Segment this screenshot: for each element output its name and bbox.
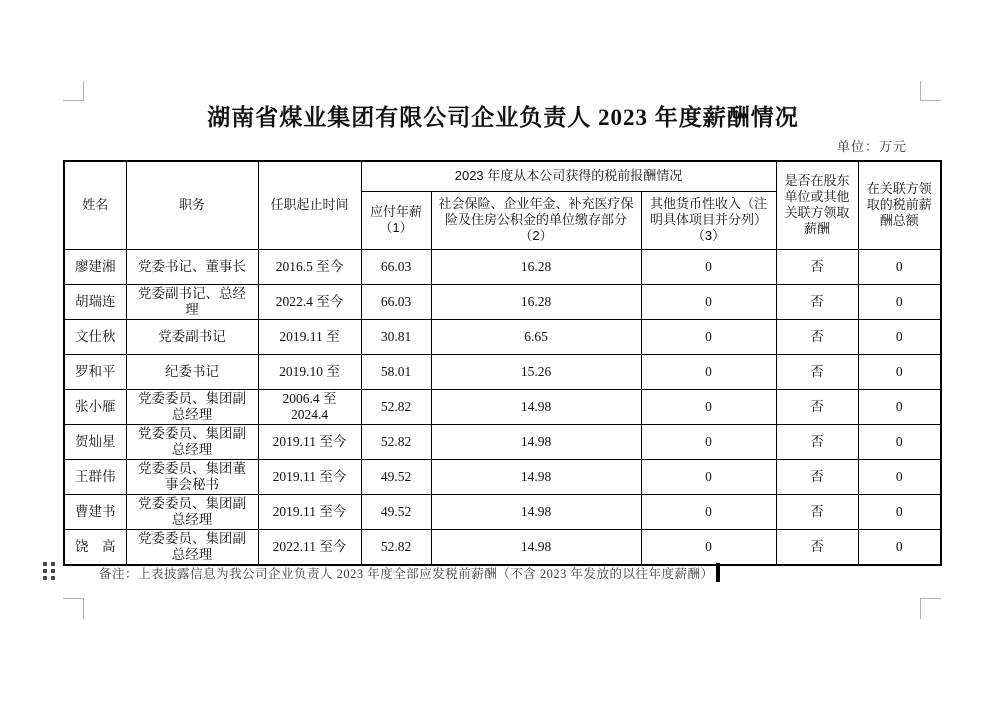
cell-position[interactable]: 纪委书记 bbox=[126, 354, 258, 389]
cell-insurance[interactable]: 16.28 bbox=[431, 284, 641, 319]
cell-other-income[interactable]: 0 bbox=[641, 284, 776, 319]
cell-salary[interactable]: 58.01 bbox=[361, 354, 431, 389]
salary-table bbox=[63, 160, 942, 566]
cell-insurance[interactable]: 14.98 bbox=[431, 529, 641, 565]
cell-related-total[interactable]: 0 bbox=[858, 284, 941, 319]
cell-term[interactable]: 2019.10 至 bbox=[258, 354, 361, 389]
margin-dots-marker bbox=[43, 562, 55, 580]
cell-other-income[interactable]: 0 bbox=[641, 389, 776, 424]
cell-related-party[interactable]: 否 bbox=[776, 424, 858, 459]
cell-insurance[interactable]: 14.98 bbox=[431, 424, 641, 459]
cell-insurance[interactable]: 16.28 bbox=[431, 249, 641, 284]
cell-insurance[interactable]: 14.98 bbox=[431, 494, 641, 529]
col-header-related-total[interactable]: 在关联方领取的税前薪酬总额 bbox=[858, 161, 941, 249]
cell-name[interactable]: 曹建书 bbox=[64, 494, 126, 529]
cell-term[interactable]: 2016.5 至今 bbox=[258, 249, 361, 284]
margin-crop-mark-bottom-left bbox=[63, 598, 84, 619]
cell-related-party[interactable]: 否 bbox=[776, 529, 858, 565]
cell-term[interactable]: 2006.4 至 2024.4 bbox=[258, 389, 361, 424]
text-cursor bbox=[716, 563, 720, 582]
table-row bbox=[64, 319, 941, 354]
cell-position[interactable]: 党委副书记 bbox=[126, 319, 258, 354]
table-row bbox=[64, 249, 941, 284]
cell-related-party[interactable]: 否 bbox=[776, 459, 858, 494]
cell-position[interactable]: 党委委员、集团副总经理 bbox=[126, 389, 258, 424]
cell-salary[interactable]: 66.03 bbox=[361, 284, 431, 319]
table-row bbox=[64, 424, 941, 459]
footnote[interactable] bbox=[99, 563, 720, 582]
cell-position[interactable]: 党委副书记、总经理 bbox=[126, 284, 258, 319]
cell-salary[interactable]: 49.52 bbox=[361, 459, 431, 494]
cell-related-party[interactable]: 否 bbox=[776, 354, 858, 389]
cell-name[interactable]: 张小雁 bbox=[64, 389, 126, 424]
col-header-name[interactable]: 姓名 bbox=[64, 161, 126, 249]
footnote-text: 备注：上表披露信息为我公司企业负责人 2023 年度全部应发税前薪酬（不含 2023 年发放的以往年度薪酬） bbox=[99, 567, 714, 581]
unit-label[interactable]: 单位：万元 bbox=[836, 139, 907, 154]
cell-related-total[interactable]: 0 bbox=[858, 319, 941, 354]
table-row bbox=[64, 284, 941, 319]
page-title[interactable]: 湖南省煤业集团有限公司企业负责人 2023 年度薪酬情况 bbox=[207, 105, 799, 130]
cell-insurance[interactable]: 6.65 bbox=[431, 319, 641, 354]
cell-other-income[interactable]: 0 bbox=[641, 529, 776, 565]
cell-position[interactable]: 党委委员、集团副总经理 bbox=[126, 424, 258, 459]
cell-insurance[interactable]: 15.26 bbox=[431, 354, 641, 389]
cell-term[interactable]: 2019.11 至今 bbox=[258, 424, 361, 459]
table-row bbox=[64, 389, 941, 424]
col-header-group-2023[interactable]: 2023 年度从本公司获得的税前报酬情况 bbox=[361, 161, 776, 191]
cell-related-total[interactable]: 0 bbox=[858, 424, 941, 459]
cell-salary[interactable]: 52.82 bbox=[361, 424, 431, 459]
cell-position[interactable]: 党委委员、集团副总经理 bbox=[126, 529, 258, 565]
cell-name[interactable]: 胡瑞连 bbox=[64, 284, 126, 319]
cell-name[interactable]: 罗和平 bbox=[64, 354, 126, 389]
cell-related-party[interactable]: 否 bbox=[776, 494, 858, 529]
cell-insurance[interactable]: 14.98 bbox=[431, 459, 641, 494]
col-header-related-party[interactable]: 是否在股东单位或其他关联方领取薪酬 bbox=[776, 161, 858, 249]
cell-name[interactable]: 饶 高 bbox=[64, 529, 126, 565]
cell-salary[interactable]: 30.81 bbox=[361, 319, 431, 354]
cell-name[interactable]: 王群伟 bbox=[64, 459, 126, 494]
table-row bbox=[64, 354, 941, 389]
table-row bbox=[64, 494, 941, 529]
margin-crop-mark-bottom-right bbox=[920, 598, 941, 619]
table-header bbox=[64, 161, 941, 249]
cell-related-total[interactable]: 0 bbox=[858, 354, 941, 389]
cell-related-party[interactable]: 否 bbox=[776, 249, 858, 284]
cell-related-total[interactable]: 0 bbox=[858, 249, 941, 284]
cell-other-income[interactable]: 0 bbox=[641, 319, 776, 354]
cell-other-income[interactable]: 0 bbox=[641, 494, 776, 529]
cell-position[interactable]: 党委书记、董事长 bbox=[126, 249, 258, 284]
cell-salary[interactable]: 52.82 bbox=[361, 389, 431, 424]
margin-crop-mark-top-right bbox=[920, 81, 941, 101]
col-header-other-income[interactable]: 其他货币性收入（注明具体项目并分列）（3） bbox=[641, 191, 776, 249]
cell-related-total[interactable]: 0 bbox=[858, 529, 941, 565]
cell-salary[interactable]: 52.82 bbox=[361, 529, 431, 565]
cell-name[interactable]: 文仕秋 bbox=[64, 319, 126, 354]
cell-term[interactable]: 2019.11 至今 bbox=[258, 459, 361, 494]
cell-term[interactable]: 2022.11 至今 bbox=[258, 529, 361, 565]
cell-position[interactable]: 党委委员、集团董事会秘书 bbox=[126, 459, 258, 494]
cell-related-party[interactable]: 否 bbox=[776, 389, 858, 424]
table-row bbox=[64, 459, 941, 494]
col-header-insurance[interactable]: 社会保险、企业年金、补充医疗保险及住房公积金的单位缴存部分（2） bbox=[431, 191, 641, 249]
cell-term[interactable]: 2019.11 至 bbox=[258, 319, 361, 354]
col-header-position[interactable]: 职务 bbox=[126, 161, 258, 249]
cell-related-total[interactable]: 0 bbox=[858, 459, 941, 494]
cell-other-income[interactable]: 0 bbox=[641, 424, 776, 459]
cell-related-party[interactable]: 否 bbox=[776, 284, 858, 319]
cell-other-income[interactable]: 0 bbox=[641, 459, 776, 494]
cell-related-total[interactable]: 0 bbox=[858, 389, 941, 424]
cell-other-income[interactable]: 0 bbox=[641, 249, 776, 284]
cell-related-party[interactable]: 否 bbox=[776, 319, 858, 354]
table-row bbox=[64, 529, 941, 565]
cell-salary[interactable]: 49.52 bbox=[361, 494, 431, 529]
cell-salary[interactable]: 66.03 bbox=[361, 249, 431, 284]
cell-other-income[interactable]: 0 bbox=[641, 354, 776, 389]
margin-crop-mark-top-left bbox=[63, 81, 84, 101]
cell-name[interactable]: 贺灿星 bbox=[64, 424, 126, 459]
cell-name[interactable]: 廖建湘 bbox=[64, 249, 126, 284]
col-header-salary[interactable]: 应付年薪（1） bbox=[361, 191, 431, 249]
cell-insurance[interactable]: 14.98 bbox=[431, 389, 641, 424]
cell-term[interactable]: 2019.11 至今 bbox=[258, 494, 361, 529]
cell-position[interactable]: 党委委员、集团副总经理 bbox=[126, 494, 258, 529]
col-header-term[interactable]: 任职起止时间 bbox=[258, 161, 361, 249]
table-body bbox=[64, 249, 941, 565]
cell-term[interactable]: 2022.4 至今 bbox=[258, 284, 361, 319]
cell-related-total[interactable]: 0 bbox=[858, 494, 941, 529]
